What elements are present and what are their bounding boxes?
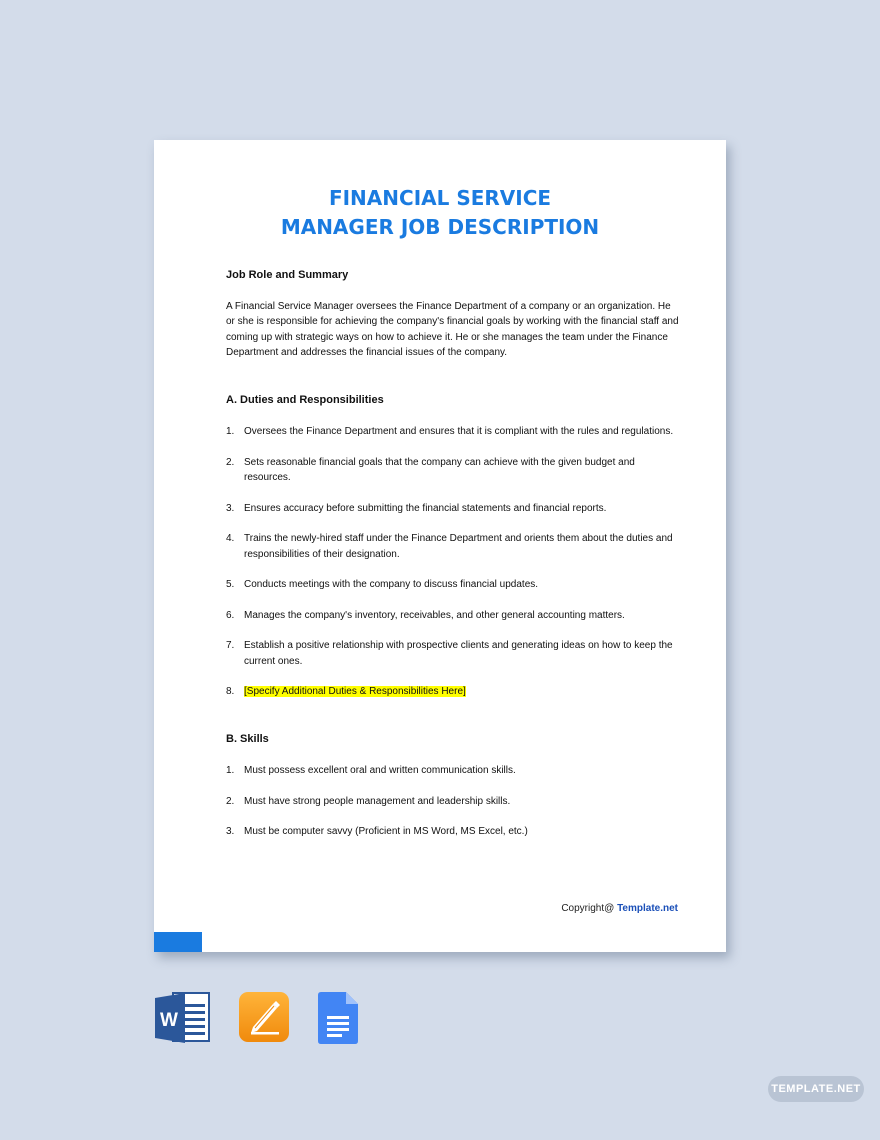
document-page — [154, 140, 726, 952]
copyright-notice — [561, 903, 678, 914]
list-item-text: Oversees the Finance Department and ensures that it is compliant with the rules and regulations. — [244, 426, 674, 437]
copyright-prefix: Copyright@ — [561, 903, 618, 914]
list-item-number: 8. — [226, 686, 235, 697]
list-item-number: 1. — [226, 765, 235, 776]
page-title — [154, 184, 726, 242]
list-item — [226, 684, 682, 700]
word-icon[interactable] — [155, 992, 211, 1049]
list-item — [226, 577, 682, 593]
list-item — [226, 638, 682, 669]
list-item-text: Must be computer savvy (Proficient in MS Word, MS Excel, etc.) — [244, 826, 528, 837]
word-letter: W — [160, 1010, 178, 1031]
title-line-1: FINANCIAL SERVICE — [328, 186, 552, 210]
highlighted-placeholder: [Specify Additional Duties & Responsibilities Here] — [244, 686, 466, 697]
watermark-badge: TEMPLATE.NET — [768, 1076, 864, 1102]
duties-list — [226, 424, 682, 700]
list-item-number: 6. — [226, 609, 235, 621]
list-item — [226, 531, 682, 562]
list-item-number: 3. — [226, 826, 235, 837]
summary-paragraph: A Financial Service Manager oversees the Finance Department of a company or an organization. He or she is responsible for achieving the company's financial goals by working with the financial staff and coming up with strategic ways on how to achieve it. He or she manages the team under the Finance Department and addresses the financial issues of the company. — [226, 300, 679, 358]
list-item-text: Sets reasonable financial goals that the company can achieve with the given budget and resources. — [244, 456, 635, 483]
list-item — [226, 763, 682, 779]
list-item-number: 2. — [226, 795, 235, 807]
list-item-number: 5. — [226, 579, 235, 590]
list-item-text: Must possess excellent oral and written communication skills. — [244, 765, 516, 776]
summary-heading: Job Role and Summary — [226, 269, 349, 281]
list-item-text: Conducts meetings with the company to discuss financial updates. — [244, 579, 539, 590]
list-item-number: 1. — [226, 426, 235, 437]
list-item — [226, 608, 682, 624]
copyright-brand: Template.net — [617, 903, 678, 914]
document-body — [226, 268, 682, 840]
list-item-number: 2. — [226, 456, 235, 468]
google-docs-icon[interactable] — [318, 992, 358, 1049]
list-item-text: Manages the company's inventory, receivables, and other general accounting matters. — [244, 609, 625, 621]
skills-heading: B. Skills — [226, 732, 269, 745]
list-item-text: Trains the newly-hired staff under the Finance Department and orients them about the duties and responsibilities of their designation. — [244, 533, 673, 560]
list-item — [226, 794, 682, 810]
list-item-text: Must have strong people management and leadership skills. — [244, 795, 511, 807]
list-item — [226, 501, 682, 517]
duties-heading: A. Duties and Responsibilities — [226, 393, 384, 406]
list-item-text: Ensures accuracy before submitting the financial statements and financial reports. — [244, 502, 607, 514]
list-item-number: 3. — [226, 502, 235, 514]
list-item — [226, 455, 682, 486]
list-item-number: 7. — [226, 640, 235, 651]
skills-list — [226, 763, 682, 840]
list-item-number: 4. — [226, 533, 235, 544]
corner-accent — [154, 932, 202, 952]
title-line-2: MANAGER JOB DESCRIPTION — [280, 215, 600, 239]
list-item — [226, 824, 682, 840]
list-item-text: Establish a positive relationship with prospective clients and generating ideas on how to keep the current ones. — [244, 640, 673, 667]
list-item — [226, 424, 682, 440]
pages-icon[interactable] — [239, 992, 291, 1049]
